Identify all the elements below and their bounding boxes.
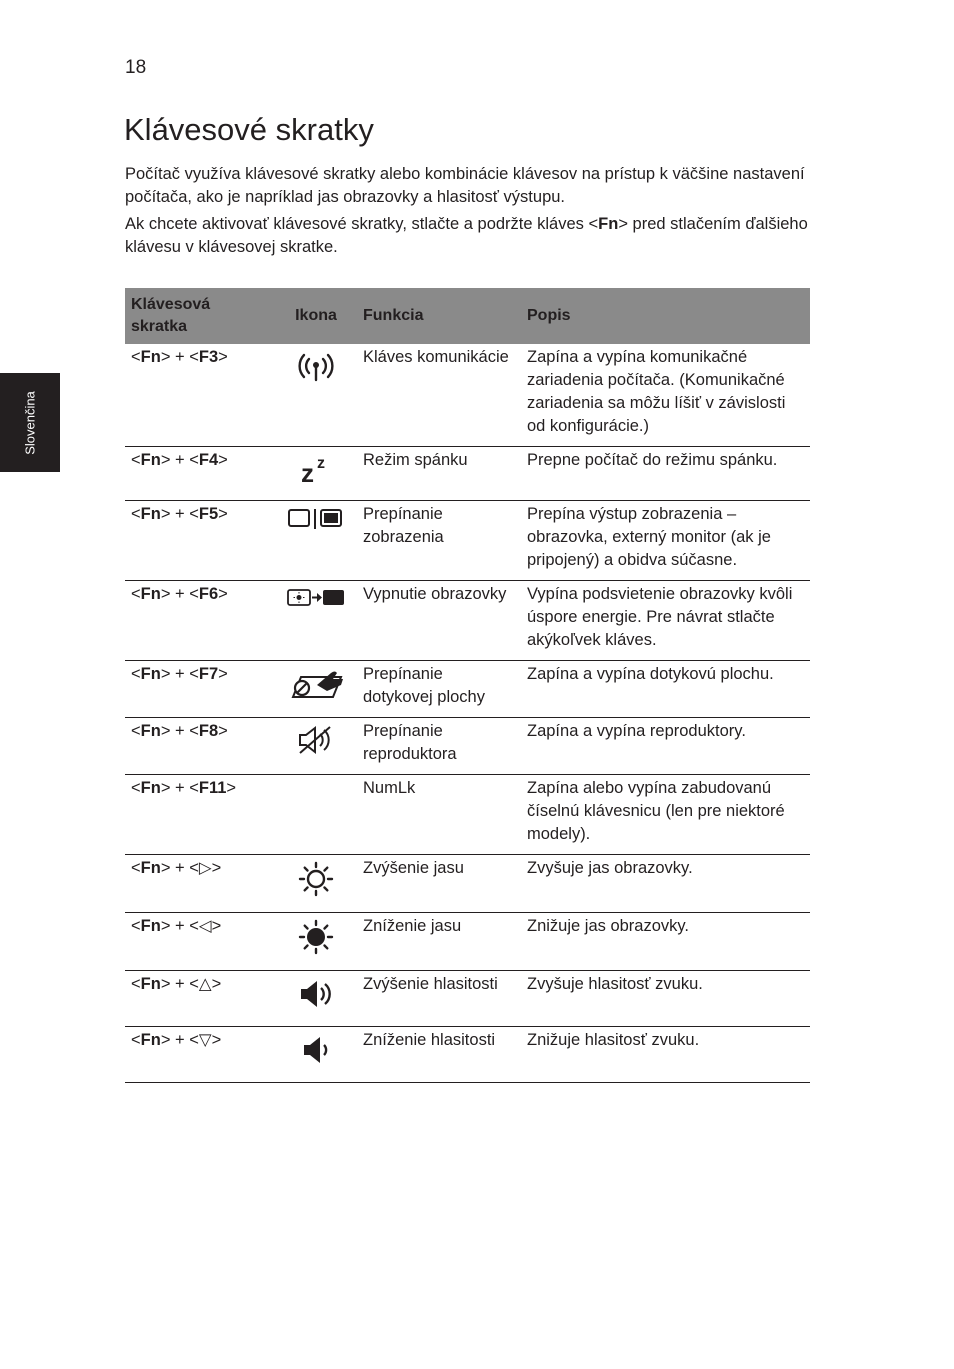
key-plus: > + <	[160, 585, 199, 603]
description-cell: Zapína a vypína reproduktory.	[521, 718, 810, 775]
header-hotkey: Klávesová skratka	[125, 288, 275, 344]
icon-cell	[275, 971, 357, 1027]
function-cell: Kláves komunikácie	[357, 344, 521, 447]
bracket-open: <	[131, 505, 141, 523]
function-cell: Zvýšenie jasu	[357, 855, 521, 913]
hotkey-cell	[125, 447, 275, 501]
description-cell: Znižuje jas obrazovky.	[521, 913, 810, 971]
key-plus: > + <	[160, 859, 199, 877]
bracket-close: >	[226, 779, 237, 797]
function-cell: Prepínanie zobrazenia	[357, 501, 521, 581]
table-row	[125, 971, 810, 1027]
icon-cell	[275, 447, 357, 501]
fn-key: Fn	[140, 1031, 161, 1049]
language-tab-label: Slovenčina	[22, 391, 38, 455]
function-key: F4	[198, 451, 219, 469]
key-plus: > + <	[160, 451, 199, 469]
brightness-down-icon	[298, 919, 334, 955]
function-key: F8	[198, 722, 219, 740]
table-row	[125, 447, 810, 501]
bracket-open: <	[131, 585, 141, 603]
hotkey-cell	[125, 581, 275, 661]
description-cell: Zapína a vypína komunikačné zariadenia počítača. (Komunikačné zariadenia sa môžu líšiť v závislosti od konfigurácie.)	[521, 344, 810, 447]
header-function: Funkcia	[357, 288, 521, 344]
key-plus: > + <	[160, 348, 199, 366]
bracket-close: >	[218, 505, 228, 523]
icon-cell	[275, 913, 357, 971]
table-row	[125, 1027, 810, 1083]
description-cell: Zvyšuje hlasitosť zvuku.	[521, 971, 810, 1027]
intro-paragraph-1: Počítač využíva klávesové skratky alebo kombinácie klávesov na prístup k väčšine nastavení počítača, ako je napríklad jas obrazovky a hlasitosť výstupu.	[125, 165, 805, 206]
icon-cell	[275, 718, 357, 775]
icon-cell	[275, 1027, 357, 1083]
function-key: F3	[198, 348, 219, 366]
key-plus: > + <	[160, 1031, 199, 1049]
fn-key: Fn	[140, 917, 161, 935]
function-key: F6	[198, 585, 219, 603]
function-cell: Prepínanie dotykovej plochy	[357, 661, 521, 718]
intro-paragraph-2: Ak chcete aktivovať klávesové skratky, stlačte a podržte kláves <Fn> pred stlačením ďalšieho klávesu v klávesovej skratke.	[125, 215, 808, 256]
table-row	[125, 501, 810, 581]
function-cell: Zníženie jasu	[357, 913, 521, 971]
header-icon: Ikona	[275, 288, 357, 344]
display-toggle-icon	[287, 507, 345, 531]
bracket-open: <	[131, 348, 141, 366]
language-tab	[0, 373, 60, 472]
icon-cell	[275, 501, 357, 581]
hotkey-cell	[125, 855, 275, 913]
description-cell: Vypína podsvietenie obrazovky kvôli úspore energie. Pre návrat stlačte akýkoľvek kláves.	[521, 581, 810, 661]
page-number: 18	[125, 57, 147, 78]
key-plus: > + <	[160, 975, 199, 993]
icon-cell	[275, 855, 357, 913]
fn-key: Fn	[140, 505, 161, 523]
fn-key: Fn	[140, 451, 161, 469]
key-plus: > + <	[160, 665, 199, 683]
svg-text:z: z	[317, 455, 325, 472]
hotkey-cell	[125, 661, 275, 718]
function-key: F5	[198, 505, 219, 523]
function-cell: Režim spánku	[357, 447, 521, 501]
table-row	[125, 661, 810, 718]
hotkey-cell	[125, 501, 275, 581]
icon-cell	[275, 661, 357, 718]
hotkey-cell	[125, 344, 275, 447]
table-row	[125, 581, 810, 661]
hotkey-cell	[125, 718, 275, 775]
fn-key: Fn	[140, 859, 161, 877]
function-cell: Zvýšenie hlasitosti	[357, 971, 521, 1027]
bracket-open: <	[131, 722, 141, 740]
wireless-icon	[296, 350, 336, 384]
table-row	[125, 718, 810, 775]
key-plus: > + <	[160, 779, 199, 797]
fn-key: Fn	[140, 665, 161, 683]
fn-key: Fn	[140, 975, 161, 993]
header-description: Popis	[521, 288, 810, 344]
function-cell: Zníženie hlasitosti	[357, 1027, 521, 1083]
hotkey-table	[125, 288, 810, 1083]
table-row	[125, 344, 810, 447]
function-cell: Prepínanie reproduktora	[357, 718, 521, 775]
bracket-open: <	[131, 665, 141, 683]
bracket-open: <	[131, 451, 141, 469]
hotkey-cell	[125, 1027, 275, 1083]
description-cell: Prepne počítač do režimu spánku.	[521, 447, 810, 501]
bracket-close: >	[211, 1031, 222, 1049]
function-cell: NumLk	[357, 775, 521, 855]
svg-text:z: z	[301, 458, 314, 485]
bracket-close: >	[218, 722, 228, 740]
description-cell: Zapína a vypína dotykovú plochu.	[521, 661, 810, 718]
hotkey-cell	[125, 913, 275, 971]
key-plus: > + <	[160, 917, 199, 935]
page-title: Klávesové skratky	[124, 112, 374, 147]
brightness-up-icon	[298, 861, 334, 897]
icon-cell	[275, 344, 357, 447]
icon-cell	[275, 581, 357, 661]
hotkey-cell	[125, 971, 275, 1027]
function-key: F11	[198, 779, 227, 797]
bracket-close: >	[218, 348, 228, 366]
volume-up-icon	[298, 977, 334, 1011]
display-off-icon	[286, 587, 346, 609]
volume-down-icon	[301, 1033, 331, 1067]
arrow-key-symbol: ▽	[198, 1031, 212, 1049]
fn-key: Fn	[140, 722, 161, 740]
arrow-key-symbol: ◁	[198, 917, 212, 935]
fn-key: Fn	[140, 348, 161, 366]
function-key: F7	[198, 665, 219, 683]
intro-text	[125, 163, 815, 263]
arrow-key-symbol: △	[198, 975, 212, 993]
table-row	[125, 855, 810, 913]
table-row	[125, 775, 810, 855]
bracket-open: <	[131, 779, 141, 797]
bracket-close: >	[211, 917, 222, 935]
speaker-toggle-icon	[296, 724, 336, 756]
key-plus: > + <	[160, 722, 199, 740]
description-cell: Prepína výstup zobrazenia – obrazovka, externý monitor (ak je pripojený) a obidva súčasne.	[521, 501, 810, 581]
bracket-close: >	[218, 585, 228, 603]
table-header-row	[125, 288, 810, 344]
bracket-open: <	[131, 975, 141, 993]
icon-cell	[275, 775, 357, 855]
bracket-open: <	[131, 859, 141, 877]
table-row	[125, 913, 810, 971]
fn-key: Fn	[140, 779, 161, 797]
bracket-close: >	[211, 975, 222, 993]
description-cell: Zvyšuje jas obrazovky.	[521, 855, 810, 913]
touchpad-toggle-icon	[287, 667, 345, 699]
description-cell: Znižuje hlasitosť zvuku.	[521, 1027, 810, 1083]
bracket-open: <	[131, 917, 141, 935]
bracket-close: >	[218, 665, 228, 683]
description-cell: Zapína alebo vypína zabudovanú číselnú klávesnicu (len pre niektoré modely).	[521, 775, 810, 855]
bracket-close: >	[211, 859, 222, 877]
sleep-icon	[299, 453, 333, 485]
fn-key: Fn	[140, 585, 161, 603]
key-plus: > + <	[160, 505, 199, 523]
bracket-open: <	[131, 1031, 141, 1049]
arrow-key-symbol: ▷	[198, 859, 212, 877]
function-cell: Vypnutie obrazovky	[357, 581, 521, 661]
hotkey-cell	[125, 775, 275, 855]
bracket-close: >	[218, 451, 228, 469]
